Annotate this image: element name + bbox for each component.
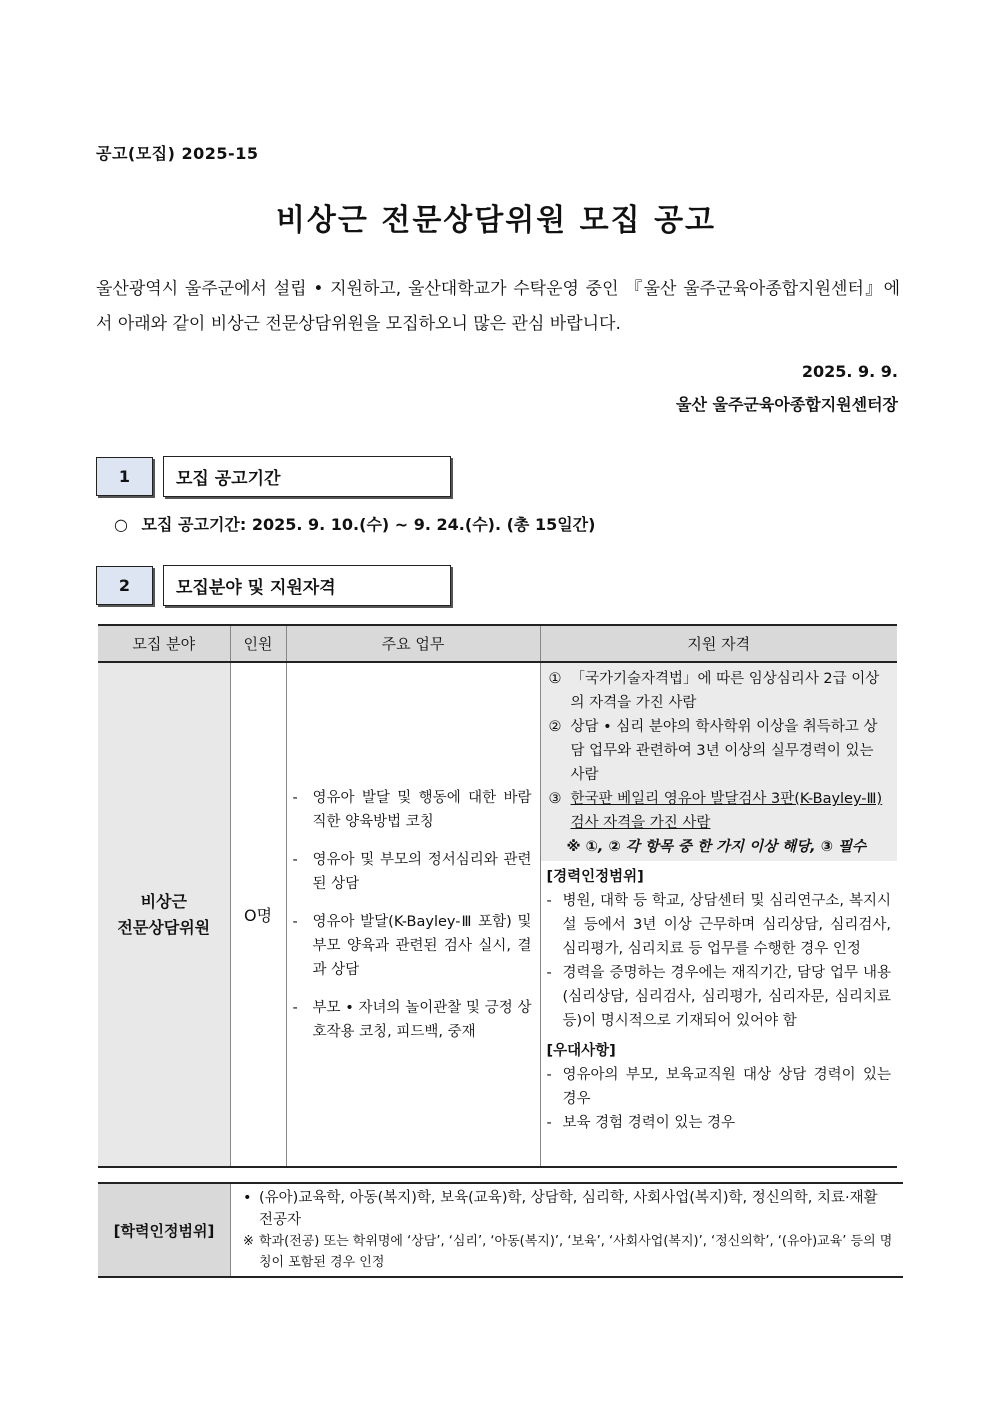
recruitment-period-text: 모집 공고기간: 2025. 9. 10.(수) ~ 9. 24.(수). (총 15일간) — [141, 515, 596, 534]
intro-paragraph: 울산광역시 울주군에서 설립 • 지원하고, 울산대학교가 수탁운영 중인 『울산 울주군육아종합지원센터』에서 아래와 같이 비상근 전문상담위원을 모집하오니 많은 관심 바랍니다. — [96, 279, 900, 334]
header-qualifications: 지원 자격 — [540, 625, 897, 662]
header-duties: 주요 업무 — [286, 625, 540, 662]
qualifications-cell — [540, 662, 897, 1167]
page-title: 비상근 전문상담위원 모집 공고 — [275, 203, 717, 238]
qualification-item: ② 상담 • 심리 분야의 학사학위 이상을 취득하고 상담 업무와 관련하여 3년 이상의 실무경력이 있는 사람 — [548, 719, 878, 783]
duty-item: - 부모 • 자녀의 놀이관찰 및 긍정 상호작용 코칭, 피드백, 중재 — [292, 999, 532, 1040]
required-qualifications-box — [541, 663, 898, 861]
header-field: 모집 분야 — [98, 625, 230, 662]
table-header-row — [98, 625, 897, 662]
notice-date: 2025. 9. 9. — [801, 362, 898, 381]
preference-item: - 영유아의 부모, 보육교직원 대상 상담 경력이 있는 경우 — [546, 1067, 891, 1107]
preference-item: - 보육 경험 경력이 있는 경우 — [546, 1115, 736, 1131]
section-1-number: 1 — [96, 457, 153, 496]
career-item: - 경력을 증명하는 경우에는 재직기간, 담당 업무 내용(심리상담, 심리검사, 심리평가, 심리자문, 심리치료 등)이 명시적으로 기재되어 있어야 함 — [546, 965, 891, 1029]
education-body — [231, 1183, 904, 1277]
field-line-1: 비상근 — [140, 891, 187, 911]
field-line-2: 전문상담위원 — [117, 917, 211, 937]
career-item: - 병원, 대학 등 학교, 상담센터 및 심리연구소, 복지시설 등에서 3년 이상 근무하며 심리상담, 심리검사, 심리평가, 심리치료 등 업무를 수행한 경우 인정 — [546, 893, 891, 957]
career-heading: [경력인정범위] — [546, 869, 644, 885]
qualification-item: ① 「국가기술자격법」에 따른 임상심리사 2급 이상의 자격을 가진 사람 — [548, 671, 880, 711]
header-count: 인원 — [230, 625, 286, 662]
duty-item: - 영유아 발달 및 행동에 대한 바람직한 양육방법 코칭 — [292, 789, 532, 830]
table-row — [98, 1183, 903, 1277]
notice-number: 공고(모집) 2025-15 — [96, 144, 259, 163]
recruitment-period — [114, 512, 595, 535]
circle-bullet-icon: ○ — [114, 515, 128, 534]
count-cell: O명 — [230, 662, 286, 1167]
qualification-item: ③ 한국판 베일리 영유아 발달검사 3판(K-Bayley-Ⅲ) 검사 자격을 가진 사람 — [548, 791, 883, 831]
field-cell — [98, 662, 230, 1167]
bullet-icon: • — [243, 1190, 252, 1206]
section-1-title: 모집 공고기간 — [163, 456, 451, 497]
education-item: • (유아)교육학, 아동(복지)학, 보육(교육)학, 상담학, 심리학, 사회사업(복지)학, 정신의학, 치료·재활 전공자 — [243, 1187, 895, 1231]
table-row — [98, 662, 897, 1167]
qualification-note: ※ ①, ② 각 항목 중 한 가지 이상 해당, ③ 필수 — [566, 839, 867, 855]
recruitment-table — [98, 624, 897, 1168]
note-mark-icon: ※ — [243, 1234, 254, 1249]
organization-name: 울산 울주군육아종합지원센터장 — [676, 395, 898, 414]
preference-heading: [우대사항] — [546, 1043, 616, 1059]
education-label: [학력인정범위] — [98, 1183, 231, 1277]
education-note: ※ 학과(전공) 또는 학위명에 ‘상담’, ‘심리’, ‘아동(복지)’, ‘보육’, ‘사회사업(복지)’, ‘정신의학’, ‘(유아)교육’ 등의 명칭이 포함된 경우 인정 — [243, 1231, 895, 1273]
section-2-title: 모집분야 및 지원자격 — [163, 565, 451, 606]
duty-item: - 영유아 및 부모의 정서심리와 관련된 상담 — [292, 851, 532, 892]
duties-cell — [286, 662, 540, 1167]
duty-item: - 영유아 발달(K-Bayley-Ⅲ 포함) 및 부모 양육과 관련된 검사 실시, 결과 상담 — [292, 913, 532, 978]
section-2-number: 2 — [96, 566, 153, 605]
education-table — [98, 1182, 903, 1278]
